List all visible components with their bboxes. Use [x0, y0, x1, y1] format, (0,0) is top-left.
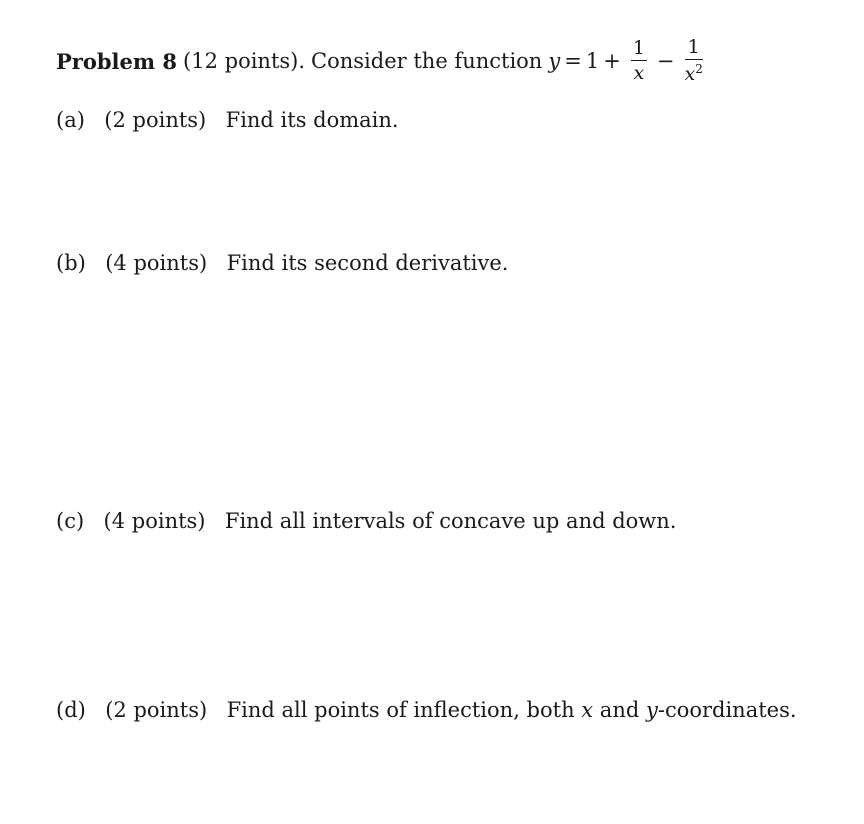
part-a-text: Find its domain. [225, 108, 399, 132]
fraction-2-base: x [684, 63, 696, 85]
part-c-text: Find all intervals of concave up and down. [224, 509, 677, 533]
part-b-text: Find its second derivative. [226, 251, 509, 275]
problem-label: Problem 8 [56, 48, 178, 74]
equation-plus: + [603, 48, 621, 73]
part-b [56, 253, 508, 274]
fraction-1-denominator: x [633, 62, 645, 84]
part-d-label: (d) [56, 698, 86, 722]
part-c-label: (c) [56, 509, 85, 533]
part-d-var-y: y [645, 698, 658, 722]
part-d [56, 700, 797, 721]
part-a-points: (2 points) [104, 108, 207, 132]
function-equation [548, 38, 709, 84]
part-d-points: (2 points) [105, 698, 208, 722]
part-c [56, 511, 676, 532]
equation-lhs: y [548, 48, 561, 73]
part-b-label: (b) [56, 251, 86, 275]
equation-minus: − [656, 48, 675, 73]
fraction-1-numerator: 1 [632, 37, 645, 59]
equation-equals: = [564, 48, 582, 73]
part-d-and: and [599, 698, 646, 722]
part-d-text-before: Find all points of inflection, both [226, 698, 582, 722]
fraction-one-over-x-squared [685, 38, 703, 84]
problem-intro: Consider the function [311, 48, 543, 73]
equation-constant: 1 [585, 48, 600, 73]
problem-statement [56, 36, 709, 86]
fraction-one-over-x [631, 39, 647, 83]
part-a [56, 110, 399, 131]
fraction-2-numerator: 1 [687, 36, 700, 58]
part-c-points: (4 points) [103, 509, 206, 533]
fraction-2-exponent: 2 [695, 62, 703, 76]
part-d-var-x: x [581, 698, 600, 722]
part-b-points: (4 points) [105, 251, 208, 275]
part-a-label: (a) [56, 108, 85, 132]
fraction-2-denominator [685, 60, 703, 84]
part-d-text-after: -coordinates. [657, 698, 797, 722]
problem-points: (12 points). [183, 48, 306, 73]
